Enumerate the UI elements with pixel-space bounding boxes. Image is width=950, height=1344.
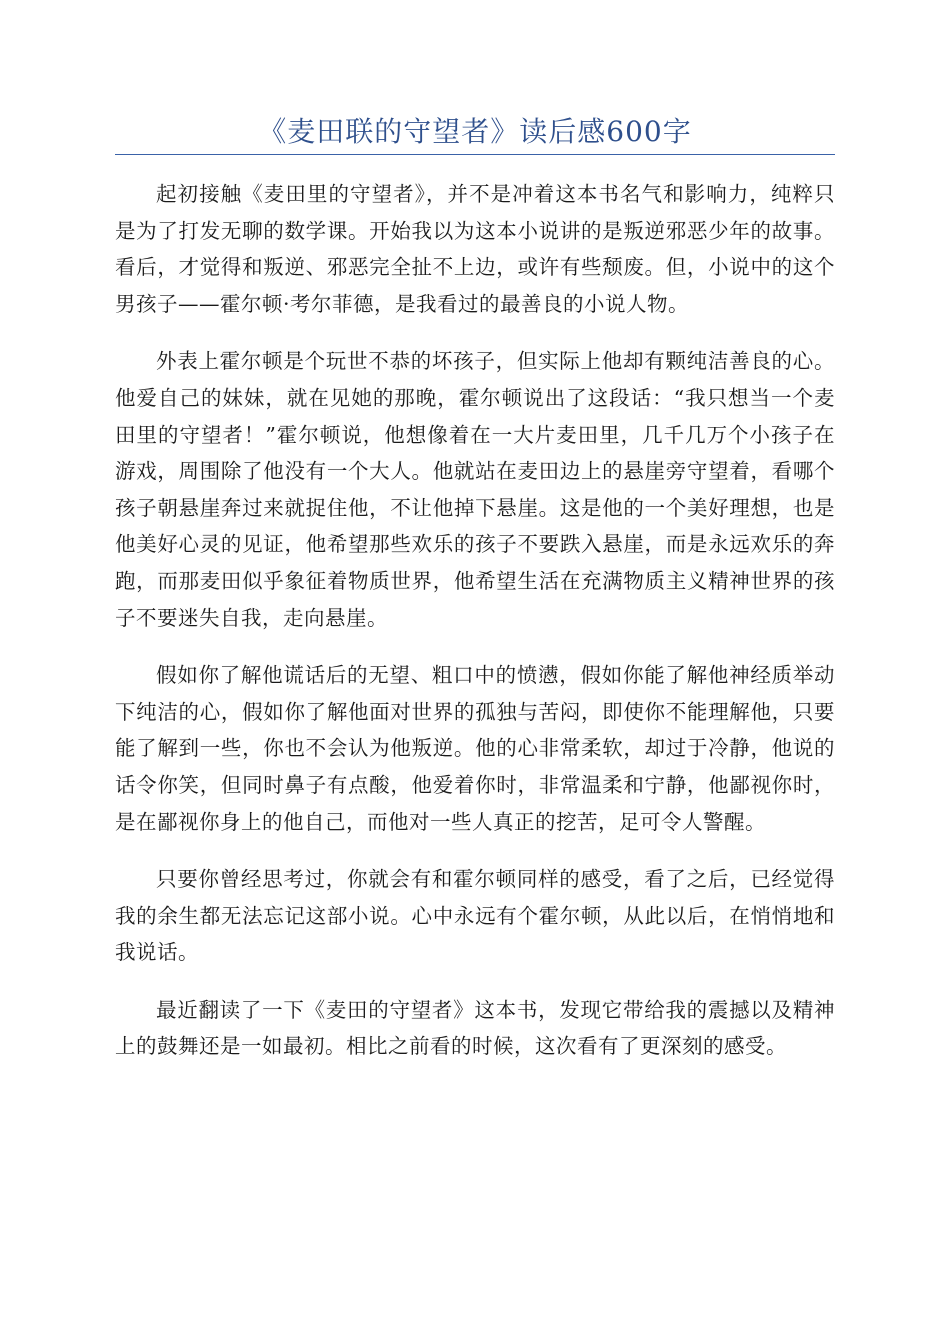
document-title: 《麦田联的守望者》读后感600字 [258,115,692,148]
paragraph-5: 最近翻读了一下《麦田的守望者》这本书，发现它带给我的震撼以及精神上的鼓舞还是一如最初。相比之前看的时候，这次看有了更深刻的感受。 [115,997,835,1059]
document-body [115,176,835,1086]
paragraph-4: 只要你曾经思考过，你就会有和霍尔顿同样的感受，看了之后，已经觉得我的余生都无法忘记这部小说。心中永远有个霍尔顿，从此以后，在悄悄地和我说话。 [115,867,835,965]
paragraph-3: 假如你了解他谎话后的无望、粗口中的愤懑，假如你能了解他神经质举动下纯洁的心，假如你了解他面对世界的孤独与苦闷，即使你不能理解他，只要能了解到一些，你也不会认为他叛逆。他的心非常柔软，却过于冷静，他说的话令你笑，但同时鼻子有点酸，他爱着你时，非常温柔和宁静，他鄙视你时，是在鄙视你身上的他自己，而他对一些人真正的挖苦，足可令人警醒。 [115,663,835,834]
paragraph-1: 起初接触《麦田里的守望者》，并不是冲着这本书名气和影响力，纯粹只是为了打发无聊的数学课。开始我以为这本小说讲的是叛逆邪恶少年的故事。看后，才觉得和叛逆、邪恶完全扯不上边，或许有些颓废。但，小说中的这个男孩子——霍尔顿·考尔菲德，是我看过的最善良的小说人物。 [115,182,835,316]
paragraph-2: 外表上霍尔顿是个玩世不恭的坏孩子，但实际上他却有颗纯洁善良的心。他爱自己的妹妹，就在见她的那晚，霍尔顿说出了这段话：“我只想当一个麦田里的守望者！”霍尔顿说，他想像着在一大片麦田里，几千几万个小孩子在游戏，周围除了他没有一个大人。他就站在麦田边上的悬崖旁守望着，看哪个孩子朝悬崖奔过来就捉住他，不让他掉下悬崖。这是他的一个美好理想，也是他美好心灵的见证，他希望那些欢乐的孩子不要跌入悬崖，而是永远欢乐的奔跑，而那麦田似乎象征着物质世界，他希望生活在充满物质主义精神世界的孩子不要迷失自我，走向悬崖。 [115,349,835,630]
title-underline [115,154,835,155]
